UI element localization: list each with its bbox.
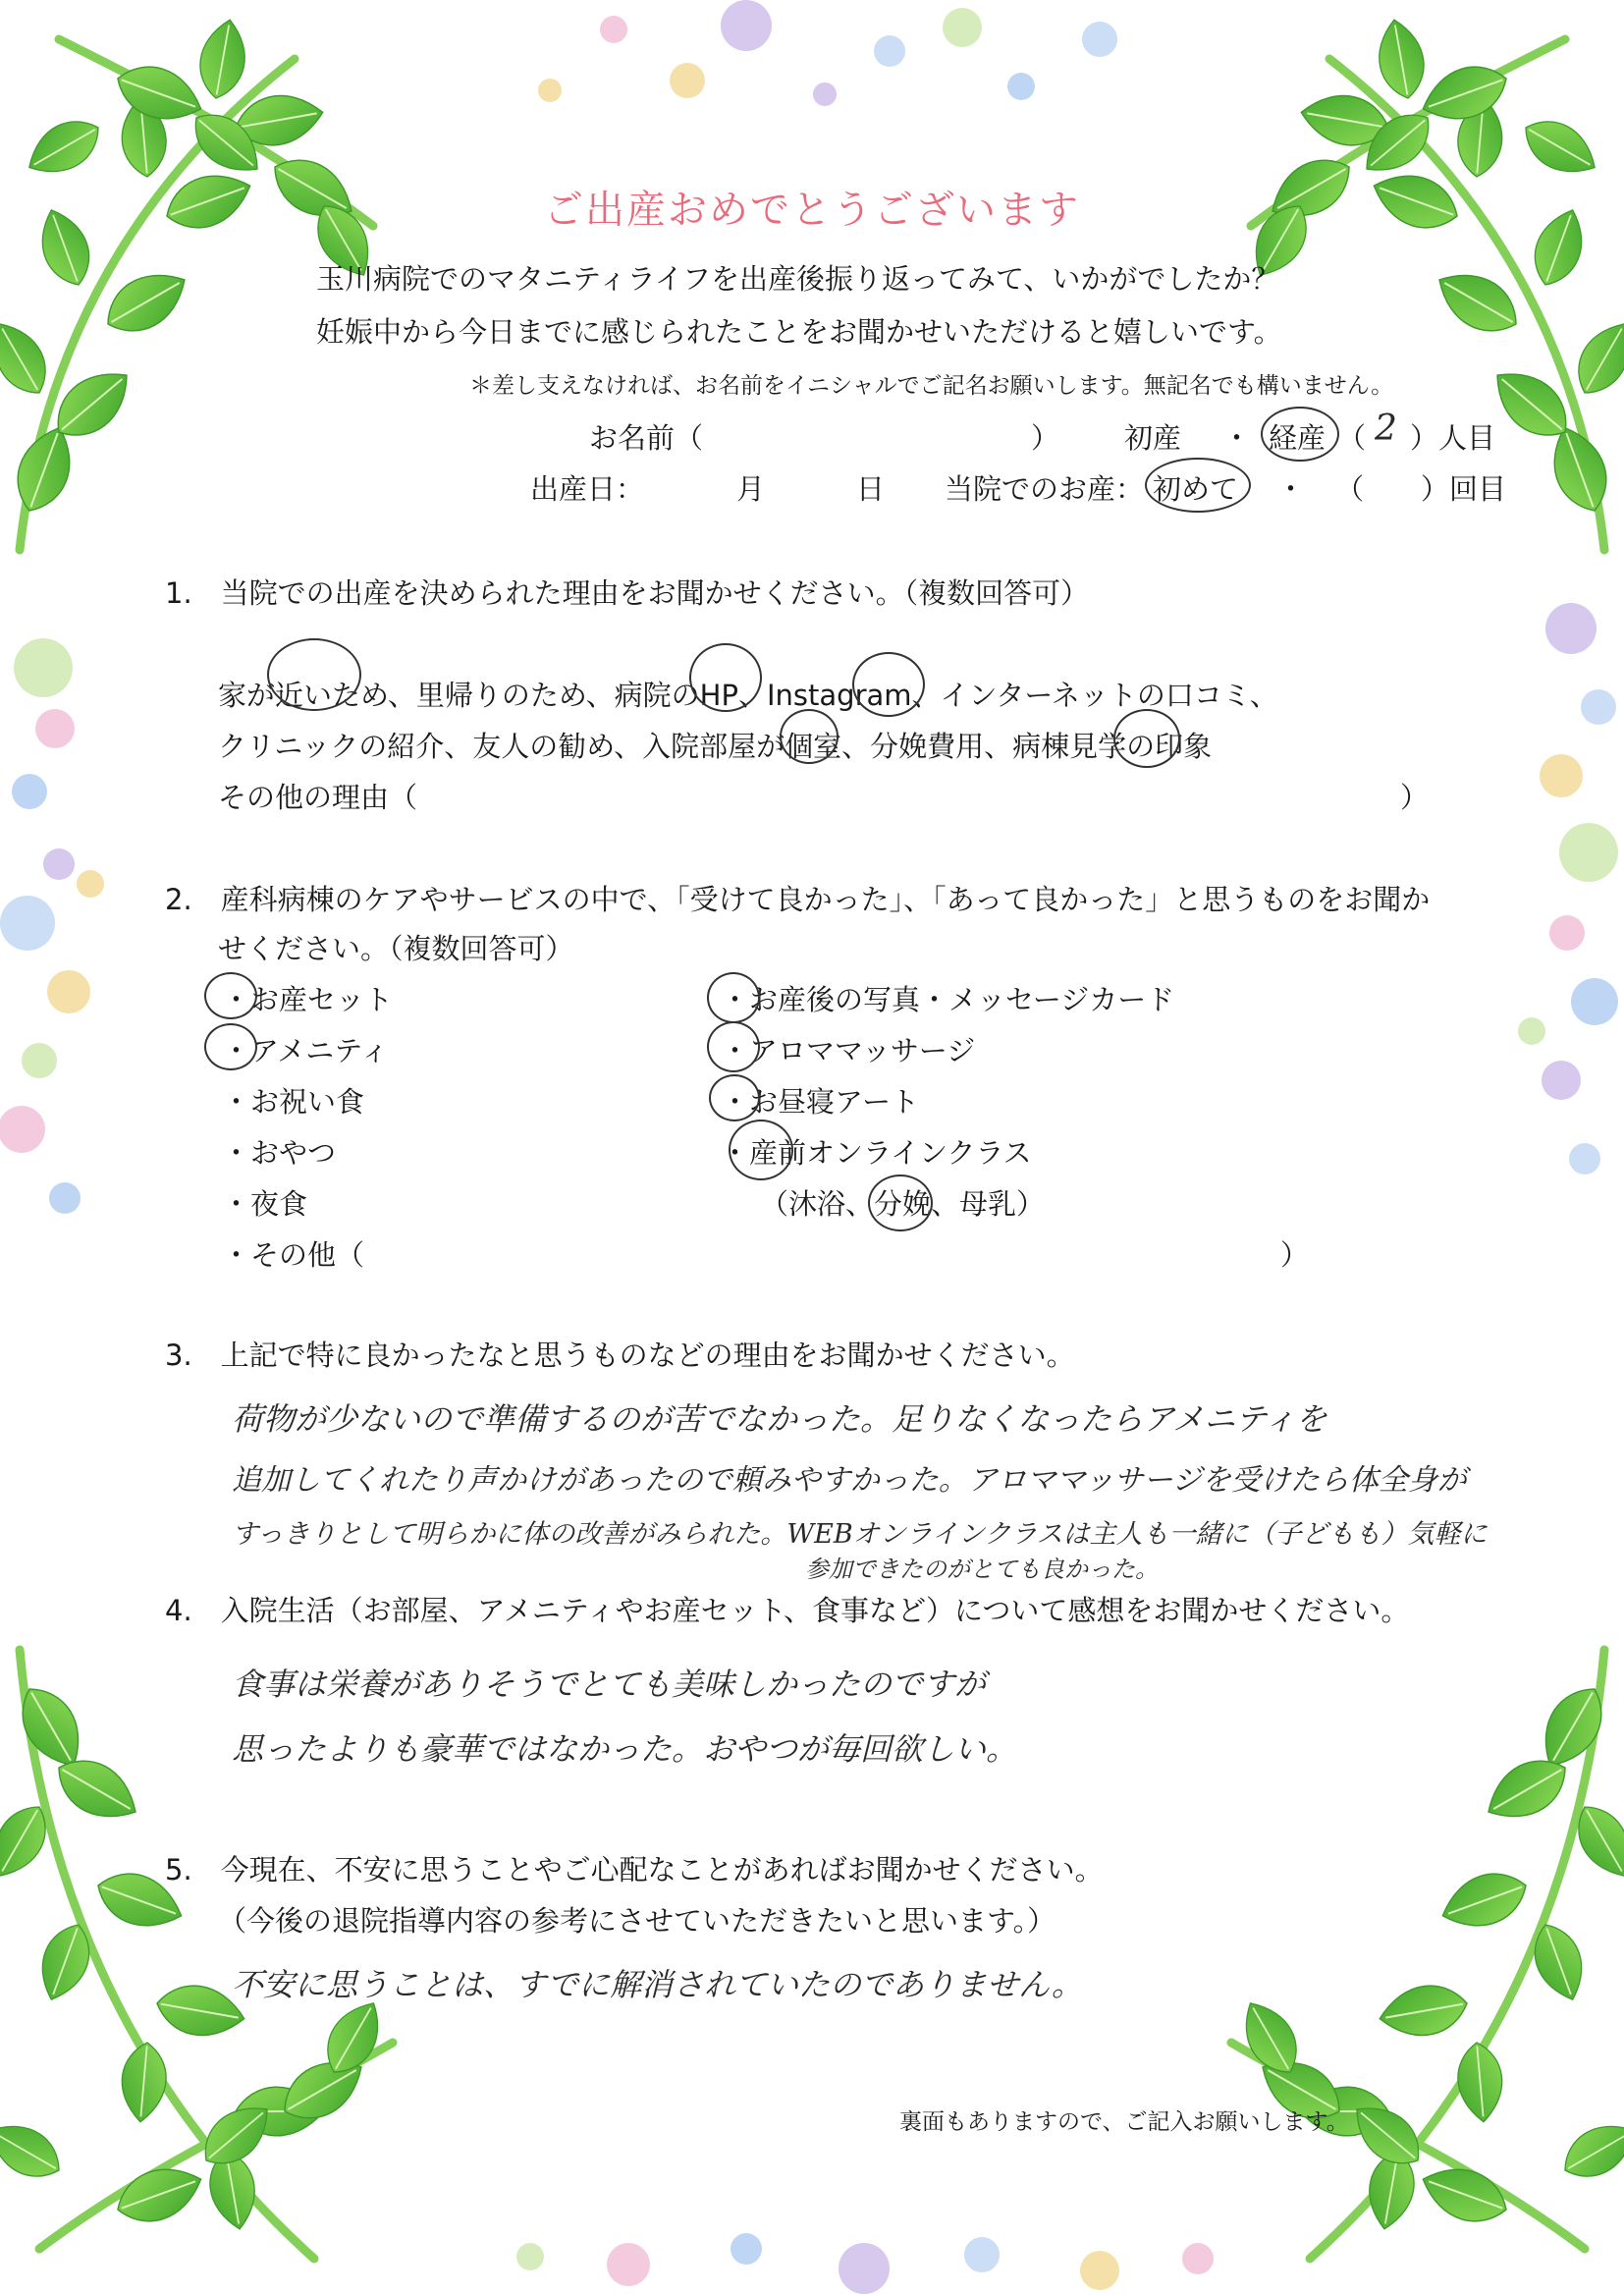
decorative-dot	[1559, 823, 1618, 882]
q2-other-close: ）	[1280, 1238, 1310, 1272]
intro-note: ＊差し支えなければ、お名前をイニシャルでご記名お願いします。無記名でも構いません。	[469, 373, 1394, 399]
handwritten-count: 2	[1375, 409, 1397, 449]
selection-circle	[709, 1074, 760, 1121]
decorative-dot	[731, 2233, 762, 2265]
question-4: 4. 入院生活（お部屋、アメニティやお産セット、食事など）について感想をお聞かせください。	[165, 1594, 1410, 1627]
q3-answer-line-1: 荷物が少ないので準備するのが苦でなかった。足りなくなったらアメニティを	[232, 1400, 1327, 1438]
decorative-dot	[12, 774, 47, 809]
decorative-dot	[1540, 754, 1583, 797]
hospital-birth-label: 当院でのお産：	[945, 472, 1145, 506]
decorative-dot	[964, 2237, 1000, 2272]
q4-answer-line-2: 思ったよりも豪華ではなかった。おやつが毎回欲しい。	[232, 1730, 1018, 1768]
q1-other-close: ）	[1400, 781, 1430, 814]
q2-option-celebration-meal: ・お祝い食	[222, 1085, 365, 1119]
question-1: 1. 当院での出産を決められた理由をお聞かせください。（複数回答可）	[165, 576, 1090, 610]
question-3: 3. 上記で特に良かったなと思うものなどの理由をお聞かせください。	[165, 1339, 1075, 1372]
decorative-dot	[1549, 915, 1585, 951]
q2-online-class-sub: （沐浴、分娩、母乳）	[760, 1187, 1046, 1221]
q1-other-label: その他の理由（	[218, 781, 418, 814]
decorative-dot	[47, 970, 90, 1013]
selection-circle	[1261, 407, 1339, 462]
selection-circle	[729, 1120, 793, 1180]
q2-option-birth-set: ・お産セット	[222, 983, 394, 1016]
decorative-dot	[1545, 603, 1597, 654]
q4-answer-line-1: 食事は栄養がありそうでとても美味しかったのですが	[232, 1666, 987, 1703]
decorative-dot	[22, 1043, 57, 1078]
decorative-dot	[670, 63, 705, 98]
intro-line-2: 妊娠中から今日までに感じられたことをお聞かせいただけると嬉しいです。	[316, 315, 1282, 349]
decorative-dot	[1581, 689, 1616, 725]
leaf-icon	[1373, 16, 1430, 102]
decorative-dot	[1571, 978, 1618, 1025]
decorative-dot	[1007, 73, 1035, 100]
q2-option-night-meal: ・夜食	[222, 1187, 308, 1221]
selection-circle	[707, 972, 760, 1023]
decorative-dot	[874, 35, 905, 67]
leaf-icon	[1376, 1980, 1471, 2043]
q2-option-nap-art: ・お昼寝アート	[721, 1085, 920, 1119]
decorative-dot	[813, 82, 837, 106]
decorative-dot	[49, 1182, 81, 1214]
q3-answer-line-2: 追加してくれたり声かけがあったので頼みやすかった。アロママッサージを受けたら体全身が	[232, 1463, 1467, 1498]
selection-circle	[1145, 458, 1251, 513]
decorative-dot	[77, 870, 104, 898]
first-birth-option: 初産	[1124, 421, 1182, 455]
leaf-icon	[1554, 2111, 1624, 2189]
decorative-dot	[1080, 2251, 1119, 2290]
selection-circle	[689, 643, 762, 712]
question-2-line-1: 2. 産科病棟のケアやサービスの中で、「受けて良かった」、「あって良かった」と思うものをお聞か	[165, 883, 1431, 916]
month-label: 月	[736, 472, 766, 506]
decorative-dot	[943, 8, 982, 47]
q3-answer-line-3: すっきりとして明らかに体の改善がみられた。WEBオンラインクラスは主人も一緒に（子どもも）気軽に	[232, 1519, 1488, 1550]
footer-note: 裏面もありますので、ご記入お願いします。	[899, 2109, 1349, 2135]
decorative-dot	[538, 79, 562, 102]
intro-line-1: 玉川病院でのマタニティライフを出産後振り返ってみて、いかがでしたか？	[316, 262, 1280, 296]
decorative-dot	[1569, 1143, 1600, 1175]
birth-date-label: 出産日：	[530, 472, 645, 506]
q2-option-aroma-massage: ・アロママッサージ	[721, 1034, 976, 1067]
multi-birth-option: 経産	[1269, 421, 1326, 455]
count-close: ）人目	[1410, 421, 1496, 455]
leaf-icon	[1455, 2041, 1506, 2124]
decorative-dot	[607, 2243, 650, 2286]
decorative-dot	[600, 16, 627, 43]
selection-circle	[204, 972, 257, 1019]
q2-option-other: ・その他（	[222, 1238, 365, 1272]
q2-option-online-class: ・産前オンラインクラス	[721, 1136, 1032, 1170]
day-label: 日	[856, 472, 886, 506]
selection-circle	[204, 1023, 257, 1070]
decorative-dot	[43, 848, 75, 880]
q2-option-amenity: ・アメニティ	[222, 1034, 389, 1067]
selection-circle	[707, 1021, 760, 1072]
separator-dot: ・	[1222, 421, 1252, 455]
count-open: （	[1337, 421, 1367, 455]
selection-circle	[267, 638, 361, 711]
decorative-dot	[839, 2243, 890, 2294]
decorative-dot	[14, 638, 73, 697]
decorative-dot	[1182, 2243, 1214, 2274]
selection-circle	[868, 1175, 933, 1231]
times-field: （ ）回目	[1335, 472, 1507, 506]
decorative-dot	[35, 709, 75, 748]
selection-circle	[1113, 709, 1180, 768]
decorative-dot	[516, 2243, 544, 2270]
leaf-icon	[0, 2111, 70, 2189]
decorative-dot	[0, 1106, 45, 1153]
q1-options-line-2: クリニックの紹介、友人の勧め、入院部屋が個室、分娩費用、病棟見学の印象	[218, 730, 1213, 763]
question-5-sub: （今後の退院指導内容の参考にさせていただきたいと思います。）	[218, 1904, 1056, 1938]
decorative-dot	[721, 0, 772, 51]
leaf-icon	[1435, 1863, 1535, 1939]
leaf-icon	[1566, 313, 1624, 404]
selection-circle	[852, 652, 925, 717]
selection-circle	[780, 709, 839, 764]
leaf-icon	[119, 2041, 170, 2124]
q2-option-snack: ・おやつ	[222, 1136, 337, 1170]
leaf-icon	[19, 109, 109, 187]
leaf-icon	[194, 16, 251, 102]
q2-option-photo-card: ・お産後の写真・メッセージカード	[721, 983, 1175, 1016]
decorative-dot	[1518, 1017, 1545, 1045]
decorative-dot	[0, 896, 55, 951]
page-title: ご出産おめでとうございます	[544, 188, 1080, 233]
name-close: ）	[1031, 421, 1060, 455]
question-5: 5. 今現在、不安に思うことやご心配なことがあればお聞かせください。	[165, 1853, 1104, 1886]
decorative-dot	[1542, 1061, 1581, 1100]
separator-dot: ・	[1276, 472, 1306, 506]
name-label: お名前（	[589, 421, 704, 455]
q5-answer: 不安に思うことは、すでに解消されていたのでありません。	[232, 1966, 1083, 2003]
q3-answer-tail: 参加できたのがとても良かった。	[805, 1556, 1159, 1583]
decorative-dot	[1082, 22, 1117, 57]
first-time-option: 初めて	[1153, 472, 1239, 506]
q1-options-line-1: 家が近いため、里帰りのため、病院のHP、Instagram、インターネットの口コミ、	[218, 679, 1278, 712]
leaf-icon	[0, 313, 58, 404]
leaf-icon	[1515, 109, 1605, 187]
question-2-line-2: せください。（複数回答可）	[218, 932, 574, 965]
